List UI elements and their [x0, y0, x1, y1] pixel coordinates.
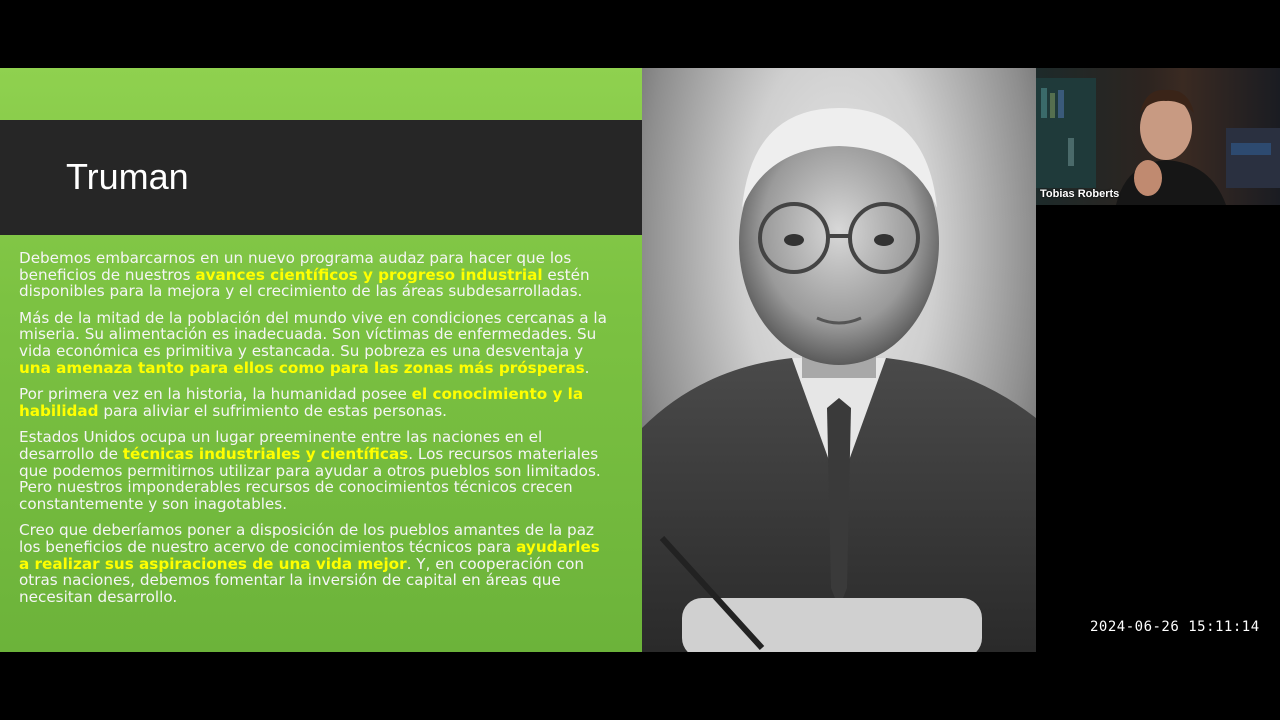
paragraph-text: estén disponibles para la mejora y el crecimiento de las áreas subdesarrolladas.	[19, 265, 590, 301]
paragraph-text: Creo que deberíamos poner a disposición de los pueblos amantes de la paz los beneficios de nuestro acervo de conocimientos técnicos para	[19, 521, 594, 556]
webcam-scene	[1036, 68, 1280, 205]
slide-paragraph	[19, 522, 609, 605]
paragraph-text: Más de la mitad de la población del mundo vive en condiciones cercanas a la miseria. Su alimentación es inadecuada. Son víctimas de enfermedades. Su vida económica es primitiva y estancada. Su pobreza es una desventaja y	[19, 308, 607, 360]
portrait-photo	[642, 68, 1036, 652]
slide-paragraph	[19, 429, 609, 512]
slide-paragraph	[19, 310, 609, 376]
highlighted-text: técnicas industriales y científicas	[122, 444, 409, 463]
paragraph-text: .	[584, 358, 590, 377]
slide-paragraph	[19, 250, 609, 300]
paragraph-text: Por primera vez en la historia, la humanidad posee	[19, 385, 412, 404]
paragraph-text: . Y, en cooperación con otras naciones, debemos fomentar la inversión de capital en áreas que necesitan desarrollo.	[19, 554, 585, 606]
participant-name: Tobias Roberts	[1040, 188, 1120, 200]
highlighted-text: una amenaza tanto para ellos como para las zonas más prósperas	[19, 358, 585, 377]
highlighted-text: ayudarles a realizar sus aspiraciones de una vida mejor	[19, 537, 600, 573]
slide-body	[19, 250, 609, 615]
paragraph-text: . Los recursos materiales que podemos permitirnos utilizar para ayudar a otros pueblos son limitados. Pero nuestros imponderables recursos de conocimientos técnicos crecen constantemente y son inagotables.	[19, 444, 601, 513]
webcam-thumbnail[interactable]	[1036, 68, 1280, 205]
slide-title: Truman	[66, 156, 189, 197]
slide-paragraph	[19, 386, 609, 419]
highlighted-text: el conocimiento y la habilidad	[19, 385, 584, 420]
highlighted-text: avances científicos y progreso industrial	[195, 265, 543, 284]
timestamp: 2024-06-26 15:11:14	[1090, 619, 1260, 635]
paragraph-text: Estados Unidos ocupa un lugar preeminente entre las naciones en el desarrollo de	[19, 428, 543, 463]
portrait-illustration	[642, 68, 1036, 652]
paragraph-text: para aliviar el sufrimiento de estas personas.	[98, 401, 448, 420]
paragraph-text: Debemos embarcarnos en un nuevo programa audaz para hacer que los beneficios de nuestros	[19, 249, 572, 284]
